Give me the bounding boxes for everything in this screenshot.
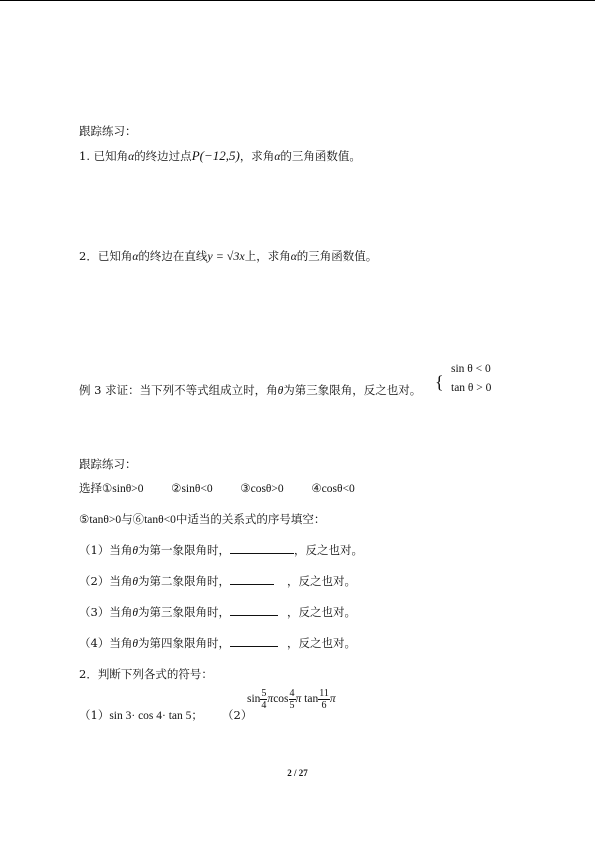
- condition-tan: tan θ > 0: [451, 382, 492, 394]
- fraction-11-6: $\frac{11}{6}$: [319, 688, 329, 711]
- expression-1: sin 3· cos 4· tan 5；: [109, 710, 203, 722]
- option-5: tanθ>0: [89, 514, 122, 526]
- option-2: ②sinθ<0: [171, 483, 213, 495]
- practice-heading-2: 跟踪练习：: [79, 457, 137, 471]
- top-rule: [0, 0, 595, 1]
- signs-part-1: （1）sin 3· cos 4· tan 5；: [79, 708, 203, 722]
- fraction-4-5: $\frac{4}{5}$: [289, 688, 295, 711]
- signs-part-2-label: （2）: [222, 708, 253, 722]
- choose-line: 选择①sinθ>0 ②sinθ<0 ③cosθ>0 ④cosθ<0: [79, 481, 355, 495]
- answer-blank-2[interactable]: [230, 573, 274, 585]
- answer-blank-3[interactable]: [230, 604, 278, 616]
- question-2: 2．已知角α的终边在直线y = √3x上，求角α的三角函数值。: [79, 249, 378, 263]
- point-p: P(−12,5): [191, 148, 240, 163]
- signs-question-title: 2．判断下列各式的符号：: [79, 667, 213, 681]
- options-line-2: ⑤tanθ>0与⑥tanθ<0中适当的关系式的序号填空：: [79, 512, 326, 526]
- fill-item-3: （3）当角θ为第三象限角时， ，反之也对。: [79, 605, 356, 619]
- fill-item-1: （1）当角θ为第一象限角时， ，反之也对。: [79, 543, 363, 557]
- expression-2: sin $\frac{5}{4}$ πcos $\frac{4}{5}$ π tan $\frac{11}{6}$ π: [247, 688, 336, 711]
- option-6: tanθ<0: [144, 514, 176, 526]
- fill-item-4: （4）当角θ为第四象限角时， ，反之也对。: [79, 636, 356, 650]
- answer-blank-4[interactable]: [230, 635, 278, 647]
- brace: {: [435, 372, 444, 392]
- line-equation: y = √3x: [207, 249, 245, 263]
- option-1: ①sinθ>0: [102, 483, 144, 495]
- option-4: ④cosθ<0: [311, 483, 355, 495]
- answer-blank-1[interactable]: [230, 542, 294, 554]
- question-1: 1. 已知角α的终边过点P(−12,5)，求角α的三角函数值。: [79, 148, 361, 163]
- example-3: 例 3 求证：当下列不等式组成立时，角θ为第三象限角，反之也对。: [79, 383, 422, 397]
- fraction-5-4: $\frac{5}{4}$: [261, 688, 267, 711]
- practice-heading-1: 跟踪练习：: [79, 124, 137, 138]
- condition-sin: sin θ < 0: [451, 363, 491, 375]
- fill-item-2: （2）当角θ为第二象限角时， ，反之也对。: [79, 574, 356, 588]
- page-number: 2 / 27: [287, 768, 308, 778]
- option-3: ③cosθ>0: [240, 483, 284, 495]
